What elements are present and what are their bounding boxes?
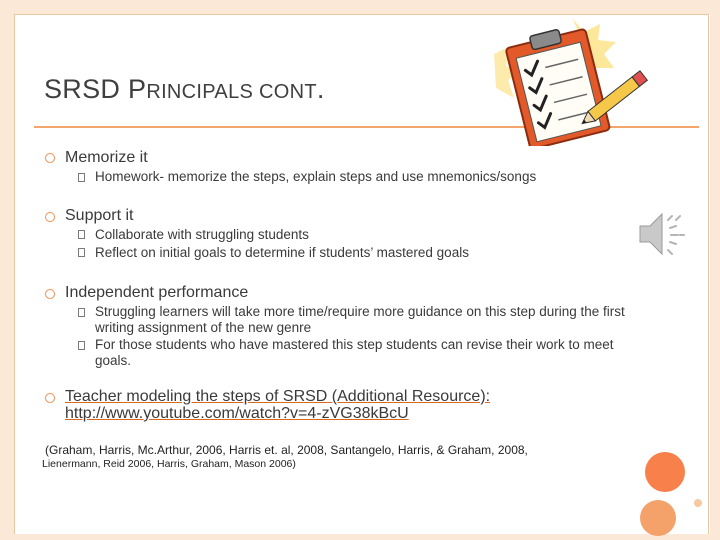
clipboard-checklist-icon — [480, 14, 660, 146]
reference-line-1: (Graham, Harris, Mc.Arthur, 2006, Harris et. al, 2008, Santangelo, Harris, & Graham, 2008, — [45, 443, 528, 457]
bullet-marker — [45, 289, 55, 299]
bullet-memorize-it: Memorize it — [65, 149, 148, 166]
teacher-modeling-link-text[interactable]: Teacher modeling the steps of SRSD (Additional Resource): — [65, 388, 491, 405]
slide-title: SRSD PRINCIPALS CONT. — [44, 74, 325, 104]
youtube-link-line — [65, 405, 409, 423]
sub-bullet-marker — [78, 230, 85, 239]
frame-left — [0, 0, 14, 540]
youtube-link[interactable]: http://www.youtube.com/watch?v=4-zVG38kBcU — [65, 405, 409, 422]
decorative-circle-large — [645, 452, 685, 492]
bullet-teacher-modeling — [65, 388, 490, 406]
bullet-marker — [45, 393, 55, 403]
sub-bullet-reflect: Reflect on initial goals to determine if students’ mastered goals — [95, 245, 469, 260]
bullet-support-it: Support it — [65, 207, 134, 224]
frame-bottom — [0, 534, 720, 540]
frame-top — [0, 0, 720, 14]
bullet-independent-performance: Independent performance — [65, 284, 249, 301]
reference-line-2: Lienermann, Reid 2006, Harris, Graham, Mason 2006) — [42, 458, 296, 470]
sub-bullet-marker — [78, 173, 85, 182]
sub-bullet-marker — [78, 308, 85, 317]
sub-bullet-collaborate: Collaborate with struggling students — [95, 227, 309, 242]
speaker-audio-icon[interactable] — [636, 208, 686, 260]
sub-bullet-marker — [78, 248, 85, 257]
decorative-circle-small — [694, 499, 702, 507]
sub-bullet-struggling-learners: Struggling learners will take more time/require more guidance on this step during the first writing assignment of the new genre — [95, 304, 625, 335]
sub-bullet-homework: Homework- memorize the steps, explain steps and use mnemonics/songs — [95, 169, 537, 184]
frame-right — [710, 0, 720, 540]
bullet-marker — [45, 153, 55, 163]
bullet-marker — [45, 212, 55, 222]
decorative-circle-medium — [640, 500, 676, 536]
sub-bullet-marker — [78, 341, 85, 350]
sub-bullet-mastered-students: For those students who have mastered this step students can revise their work to meet goals. — [95, 337, 614, 368]
